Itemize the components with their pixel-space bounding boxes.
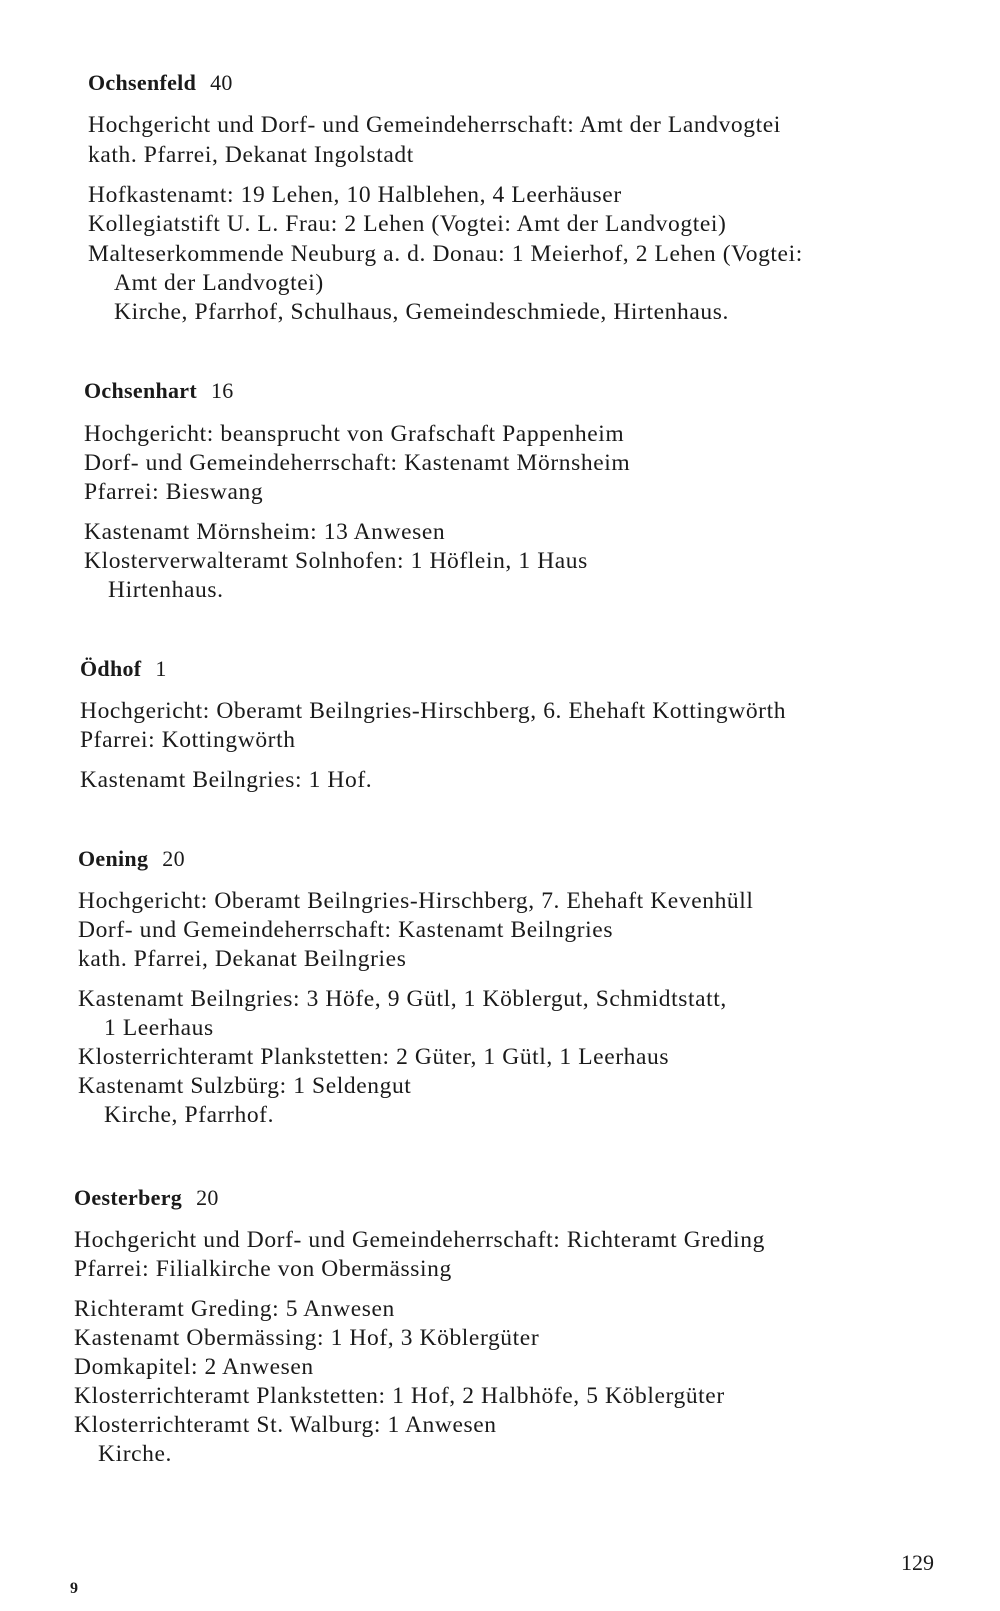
entry-line: Kastenamt Beilngries: 3 Höfe, 9 Gütl, 1 Köblergut, Schmidtstatt,: [78, 986, 727, 1012]
entry-name: Ochsenhart: [84, 378, 197, 403]
entry-name: Ödhof: [80, 656, 142, 681]
entry-line: Kastenamt Obermässing: 1 Hof, 3 Köblergüter: [74, 1325, 540, 1351]
entry-line: Kirche, Pfarrhof, Schulhaus, Gemeindeschmiede, Hirtenhaus.: [114, 299, 729, 325]
entry-line: Richteramt Greding: 5 Anwesen: [74, 1296, 395, 1322]
entry-line: kath. Pfarrei, Dekanat Ingolstadt: [88, 142, 414, 168]
entry-line: Kirche.: [98, 1441, 173, 1467]
entry-line: kath. Pfarrei, Dekanat Beilngries: [78, 946, 407, 972]
entry-number: 20: [162, 846, 185, 871]
entry-number: 40: [210, 70, 233, 95]
entry-line: Malteserkommende Neuburg a. d. Donau: 1 Meierhof, 2 Lehen (Vogtei:: [88, 241, 803, 267]
entry-line: Kastenamt Sulzbürg: 1 Seldengut: [78, 1073, 412, 1099]
entry-line: Hochgericht und Dorf- und Gemeindeherrschaft: Amt der Landvogtei: [88, 112, 781, 138]
entry-line: Kirche, Pfarrhof.: [104, 1102, 275, 1128]
entry-heading-ochsenhart: [84, 378, 234, 404]
entry-heading-oedhof: [80, 656, 167, 682]
entry-heading-oesterberg: [74, 1185, 219, 1211]
entry-line: Hofkastenamt: 19 Lehen, 10 Halblehen, 4 Leerhäuser: [88, 182, 622, 208]
entry-name: Oening: [78, 846, 149, 871]
entry-line: Domkapitel: 2 Anwesen: [74, 1354, 314, 1380]
entry-line: Klosterverwalteramt Solnhofen: 1 Höflein, 1 Haus: [84, 548, 588, 574]
entry-number: 16: [211, 378, 234, 403]
entry-line: Klosterrichteramt Plankstetten: 2 Güter, 1 Gütl, 1 Leerhaus: [78, 1044, 670, 1070]
entry-line: Amt der Landvogtei): [114, 270, 324, 296]
entry-line: Dorf- und Gemeindeherrschaft: Kastenamt Beilngries: [78, 917, 614, 943]
sheet-marker: 9: [70, 1580, 78, 1597]
entry-line: Klosterrichteramt St. Walburg: 1 Anwesen: [74, 1412, 497, 1438]
entry-number: 1: [155, 656, 167, 681]
entry-line: 1 Leerhaus: [104, 1015, 214, 1041]
page-number: 129: [901, 1550, 934, 1575]
entry-line: Dorf- und Gemeindeherrschaft: Kastenamt Mörnsheim: [84, 450, 631, 476]
entry-line: Pfarrei: Kottingwörth: [80, 727, 296, 753]
entry-line: Kastenamt Beilngries: 1 Hof.: [80, 767, 373, 793]
entry-heading-ochsenfeld: [88, 70, 233, 96]
entry-line: Hirtenhaus.: [108, 577, 224, 603]
entry-line: Pfarrei: Filialkirche von Obermässing: [74, 1256, 452, 1282]
entry-number: 20: [196, 1185, 219, 1210]
entry-line: Kastenamt Mörnsheim: 13 Anwesen: [84, 519, 446, 545]
entry-line: Hochgericht: Oberamt Beilngries-Hirschberg, 6. Ehehaft Kottingwörth: [80, 698, 787, 724]
entry-line: Hochgericht und Dorf- und Gemeindeherrschaft: Richteramt Greding: [74, 1227, 765, 1253]
entry-line: Pfarrei: Bieswang: [84, 479, 264, 505]
entry-line: Kollegiatstift U. L. Frau: 2 Lehen (Vogtei: Amt der Landvogtei): [88, 211, 727, 237]
entry-name: Ochsenfeld: [88, 70, 197, 95]
entry-line: Klosterrichteramt Plankstetten: 1 Hof, 2 Halbhöfe, 5 Köblergüter: [74, 1383, 725, 1409]
entry-heading-oening: [78, 846, 185, 872]
entry-name: Oesterberg: [74, 1185, 183, 1210]
entry-line: Hochgericht: Oberamt Beilngries-Hirschberg, 7. Ehehaft Kevenhüll: [78, 888, 754, 914]
entry-line: Hochgericht: beansprucht von Grafschaft Pappenheim: [84, 421, 625, 447]
